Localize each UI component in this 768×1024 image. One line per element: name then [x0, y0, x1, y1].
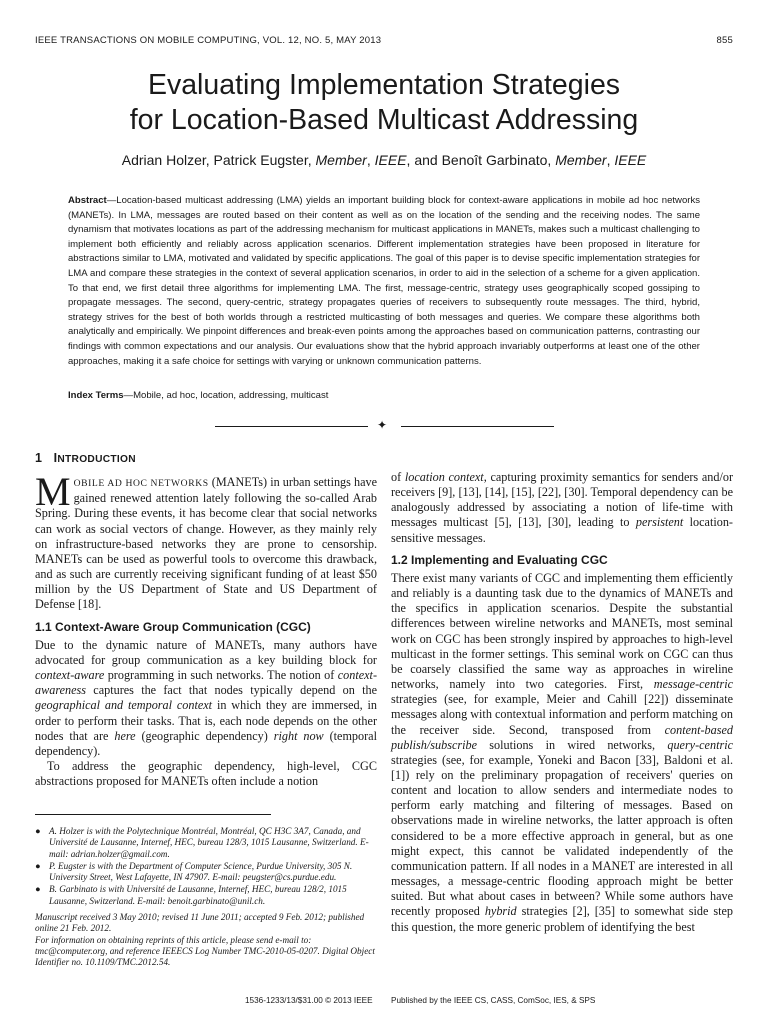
text-run: of — [391, 470, 405, 484]
emphasis: right now — [273, 728, 324, 743]
emphasis: persistent — [635, 515, 684, 530]
paragraph-location-context — [391, 470, 733, 546]
text-run: strategies (see, for example, Yoneki and Bacon [33], Baldoni et al. [1]) rely on the preliminary propagation of receivers' queries on content and location to allow senders and intermediate nodes to perform early matching and filtering of messages. Based on observations made in wireline networks, the latter approach is often considered to be a more effective approach in general, but as one might expect, this cannot be validated independently of the communication pattern. If all nodes in a MANET are interested in all messages, a message-centric flooding approach might be better suited. But what about cases in between? While some authors have recently proposed — [391, 752, 733, 919]
author-sep-2: , — [606, 152, 615, 168]
emphasis: content-based publish/subscribe — [391, 722, 733, 752]
emphasis: query-centric — [667, 737, 733, 752]
footnote-text: B. Garbinato is with Université de Lausanne, Internef, HEC, bureau 128/2, 1015 Lausanne, Switzerland. E-mail: benoit.garbinato@unil.ch. — [49, 884, 347, 906]
reprint-info: For information on obtaining reprints of this article, please send e-mail to: tmc@computer.org, and reference IEEECS Log Number TMC-2010-05-0207. Digital Object Identifier no. 10.1109/TMC.2012.54. — [35, 934, 375, 968]
copyright-notice: 1536-1233/13/$31.00 © 2013 IEEE — [245, 996, 373, 1005]
footnote-rule — [35, 814, 271, 815]
text-run: location-sensitive messages. — [391, 515, 733, 545]
left-column — [35, 451, 377, 789]
footnote-affiliation-3 — [35, 884, 377, 907]
bullet-icon: ● — [35, 884, 41, 895]
right-column — [391, 470, 733, 935]
emphasis: message-centric — [653, 677, 733, 692]
author-membership-2: Member — [555, 152, 607, 168]
emphasis: hybrid — [484, 904, 517, 919]
paragraph-1-1 — [35, 638, 377, 759]
author-names-2: , and Benoît Garbinato, — [406, 152, 556, 168]
divider-ornament-icon: ✦ — [377, 418, 388, 432]
divider-rule-right — [401, 426, 554, 427]
section-number: 1 — [35, 451, 43, 465]
footnote-text: P. Eugster is with the Department of Computer Science, Purdue University, 305 N. University Street, West Lafayette, IN 47907. E-mail: peugster@cs.purdue.edu. — [49, 860, 353, 883]
subsection-heading-1-2: 1.2 Implementing and Evaluating CGC — [391, 552, 608, 567]
section-divider — [0, 418, 768, 433]
paragraph-1-2 — [391, 571, 733, 935]
footnote-affiliation-2 — [35, 861, 377, 884]
index-terms-label: Index Terms — [68, 390, 124, 401]
index-terms-text: —Mobile, ad hoc, location, addressing, multicast — [123, 390, 329, 401]
emphasis: context-awareness — [35, 668, 377, 698]
text-run: strategies [2], [35] to somewhat side step this question, the more generic problem of identifying the best — [391, 904, 733, 934]
emphasis: here — [114, 728, 136, 743]
abstract — [68, 194, 700, 369]
author-membership-1: Member — [315, 152, 367, 168]
footnote-text: A. Holzer is with the Polytechnique Montréal, Montréal, QC H3C 3A7, Canada, and Université de Lausanne, Internef, HEC, bureau 128/3, 1015 Lausanne, Switzerland. E-mail: adrian.holzer@gmail.com. — [49, 826, 369, 859]
text-run: programming in such networks. The notion of — [104, 668, 338, 683]
section-title-rest: NTRODUCTION — [57, 454, 136, 465]
text-run: There exist many variants of CGC and implementing them efficiently and reliably is a daunting task due to the dynamics of MANETs and the specifics in application scenarios. Despite the substantial differences between wireline networks and MANETs, most seminal work on CGC has been strongly inspired by approaches to high-level multicast in the former settings. This seminal work on CGC can thus be coarsely classified the same way as approaches in wireline networks, namely into two categories. First, — [391, 570, 733, 692]
paragraph-1-1-continued: To address the geographic dependency, high-level, CGC abstractions proposed for MANETs often include a notion — [35, 758, 377, 789]
text-run: Due to the dynamic nature of MANETs, many authors have advocated for group communication as a key building block for — [35, 637, 377, 667]
footnote-affiliation-1 — [35, 826, 377, 860]
emphasis: geographical and temporal context — [35, 698, 213, 713]
section-heading-introduction — [35, 451, 377, 467]
manuscript-dates: Manuscript received 3 May 2010; revised 11 June 2011; accepted 9 Feb. 2012; published online 21 Feb. 2012. — [35, 912, 365, 934]
author-list — [0, 152, 768, 168]
author-society-2: IEEE — [614, 152, 647, 168]
text-run: , capturing proximity semantics for senders and/or receivers [9], [13], [14], [15], [22], [30]. Temporal dependency can be analogously addressed by associating a notion of life-time with messages multicast [5], [13], [30], leading to — [391, 470, 733, 530]
title-line-2: for Location-Based Multicast Addressing — [129, 104, 639, 136]
emphasis: location context — [404, 470, 484, 484]
author-names-1: Adrian Holzer, Patrick Eugster, — [121, 152, 316, 168]
publisher-notice: Published by the IEEE CS, CASS, ComSoc, IES, & SPS — [391, 996, 596, 1005]
emphasis: context-aware — [35, 668, 105, 683]
author-sep-1: , — [366, 152, 375, 168]
index-terms — [68, 389, 700, 403]
page-number: 855 — [716, 35, 733, 46]
text-run: in which they are immersed, in order to perform their tasks. That is, each node depends on the other nodes that are — [35, 698, 377, 743]
paper-title — [0, 68, 768, 138]
intro-paragraph — [35, 469, 377, 612]
journal-header: IEEE TRANSACTIONS ON MOBILE COMPUTING, VOL. 12, NO. 5, MAY 2013 — [35, 35, 382, 46]
abstract-label: Abstract — [68, 195, 107, 206]
drop-cap: M — [35, 469, 71, 515]
intro-text: (MANETs) in urban settings have gained renewed attention lately following the so-called Arab Spring. During these events, it has become clear that social networks can work as social vectors of change. However, as they mainly rely on infrastructure-based networks they are prone to censorship. MANETs can be used as powerful tools to overcome this drawback, and as such are currently receiving significant funding of at least $50 million by the US Department of State and US Department of Defense [18]. — [35, 475, 377, 612]
section-title-initial: I — [53, 451, 58, 465]
footnotes — [35, 826, 377, 969]
divider-rule-left — [215, 426, 368, 427]
author-society-1: IEEE — [374, 152, 407, 168]
abstract-text: —Location-based multicast addressing (LMA) yields an important building block for context-aware applications in mobile ad hoc networks (MANETs). In LMA, messages are routed based on their content as well as on the location of the sending and the receiving nodes. The same dynamism that motivates locations as part of the addressing mechanism for multicast applications in MANETs, makes such a multicast challenging to implement both efficiently and reliably across application scenarios. Different implementation strategies have been proposed in literature for abstractions similar to LMA, motivated and validated by specific applications. The goal of this paper is to devise specific implementation strategies for LMA and compare these strategies in the context of several application scenarios, in order to aid in the selection of a scheme for a given application. To that end, we first detail three algorithms for implementing LMA. The first, message-centric, strategy uses geographically scoped gossiping to propagate messages. The second, query-centric, strategy propagates queries of receivers to subsequently route messages. The third, hybrid, strategy strives for the best of both worlds through a restricted multicasting of both messages and queries. We compare these algorithms both analytically and empirically. We pinpoint differences and break-even points among the approaches based on communication patterns, contrasting our findings with common expectations and our analysis. Our evaluations show that the hybrid approach invariably outperforms at least one of the other approaches, making it a safe choice for settings with varying or unknown communication patterns. — [68, 195, 700, 367]
intro-smallcaps: OBILE AD HOC NETWORKS — [73, 478, 209, 490]
bullet-icon: ● — [35, 860, 41, 871]
text-run: (geographic dependency) — [135, 728, 274, 743]
bullet-icon: ● — [35, 826, 41, 836]
title-line-1: Evaluating Implementation Strategies — [147, 69, 621, 101]
text-run: (temporal dependency). — [35, 728, 377, 758]
text-run: captures the fact that nodes typically depend on the — [86, 683, 377, 698]
text-run: strategies (see, for example, Meier and Cahill [22]) disseminate messages along with contextual information and perform matching on the receiver side. Second, transposed from — [391, 692, 733, 737]
text-run: solutions in wired networks, — [477, 737, 668, 752]
subsection-heading-1-1: 1.1 Context-Aware Group Communication (CGC) — [35, 619, 311, 634]
